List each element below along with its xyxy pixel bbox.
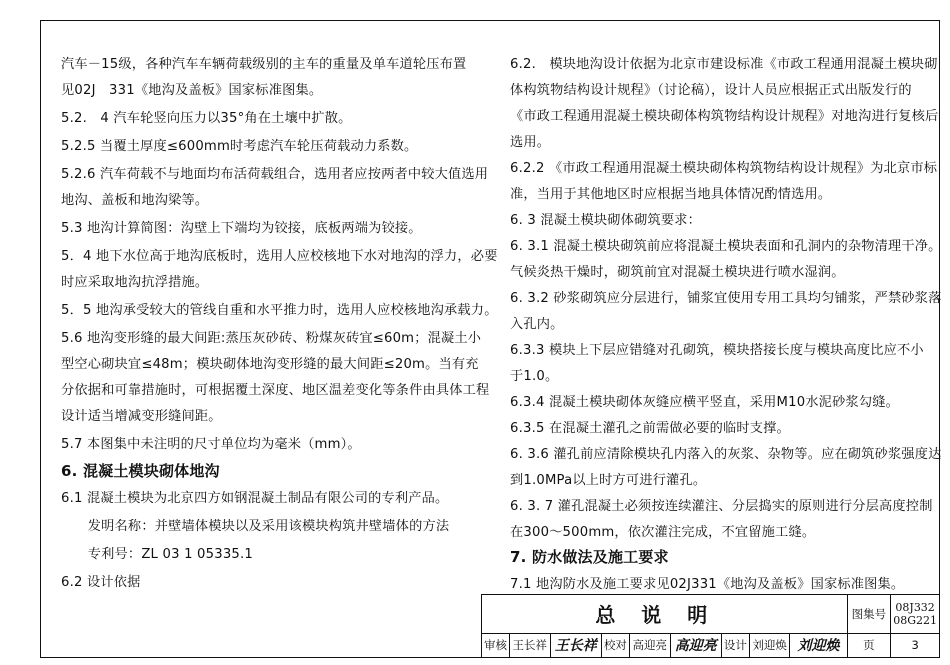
text-line: 6. 3.1 混凝土模块砌筑前应将混凝土模块表面和孔洞内的杂物清理干净。 (510, 239, 942, 254)
text-line: 6.2 设计依据 (61, 575, 141, 590)
text-line: 5.2. 4 汽车轮竖向压力以35°角在土壤中扩散。 (61, 111, 352, 126)
checker-name: 高迎亮 (629, 633, 670, 657)
text-line: 5.3 地沟计算简图：沟壁上下端均为铰接，底板两端为铰接。 (61, 221, 422, 236)
text-line: 5.6 地沟变形缝的最大间距:蒸压灰砂砖、粉煤灰砖宜≤60m；混凝土小 (61, 331, 482, 346)
section-heading: 7. 防水做法及施工要求 (510, 548, 669, 566)
text-line: 6.3.5 在混凝土灌孔之前需做必要的临时支撑。 (510, 421, 790, 436)
text-line: 6. 3.2 砂浆砌筑应分层进行，铺浆宜使用专用工具均匀铺浆，严禁砂浆落 (510, 291, 942, 306)
text-line: 6.3.4 混凝土模块砌体灰缝应横平竖直，采用M10水泥砂浆勾缝。 (510, 395, 900, 410)
text-line: 入孔内。 (510, 317, 564, 332)
text-line: 5.2.6 汽车荷载不与地面均布活荷载组合，选用者应按两者中较大值选用 (61, 167, 489, 182)
check-label: 校对 (601, 633, 629, 657)
reviewer-signature: 王长祥 (550, 633, 601, 657)
text-line: 7.1 地沟防水及施工要求见02J331《地沟及盖板》国家标准图集。 (510, 577, 905, 592)
text-line: 于1.0。 (510, 369, 559, 384)
text-line: 选用。 (510, 135, 551, 150)
section-heading: 6. 混凝土模块砌体地沟 (61, 462, 220, 480)
designer-name: 刘迎焕 (749, 633, 790, 657)
text-line: 6.3.3 模块上下层应错缝对孔砌筑，模块搭接长度与模块高度比应不小 (510, 343, 924, 358)
text-line: 地沟、盖板和地沟梁等。 (61, 193, 209, 208)
text-line: 6.2. 模块地沟设计依据为北京市建设标准《市政工程通用混凝土模块砌 (510, 57, 938, 72)
drawing-title: 总说明 (482, 595, 848, 634)
text-line: 专利号：ZL 03 1 05335.1 (61, 547, 253, 562)
text-line: 在300～500mm，依次灌注完成，不宜留施工缝。 (510, 525, 816, 540)
text-line: 气候炎热干燥时，砌筑前宜对混凝土模块进行喷水湿润。 (510, 265, 845, 280)
text-line: 5．5 地沟承受较大的管线自重和水平推力时，选用人应校核地沟承载力。 (61, 303, 498, 318)
text-line: 时应采取地沟抗浮措施。 (61, 275, 209, 290)
atlas-code-line: 08G221 (893, 613, 937, 627)
atlas-code (891, 595, 940, 634)
design-label: 设计 (721, 633, 749, 657)
text-line: 发明名称：并壁墙体模块以及采用该模块构筑井壁墙体的方法 (61, 519, 450, 534)
atlas-label: 图集号 (847, 595, 891, 634)
text-line: 体构筑物结构设计规程》（讨论稿），设计人员应根据正式出版发行的 (510, 83, 912, 98)
designer-signature: 刘迎焕 (790, 633, 847, 657)
text-line: 5.7 本图集中未注明的尺寸单位均为毫米（mm）。 (61, 437, 361, 452)
text-line: 6. 3 混凝土模块砌体砌筑要求： (510, 213, 702, 228)
text-line: 设计适当增减变形缝间距。 (61, 409, 222, 424)
text-line: 6. 3. 7 灌孔混凝土必须按连续灌注、分层捣实的原则进行分层高度控制 (510, 499, 933, 514)
text-line: 准，当用于其他地区时应根据当地具体情况酌情选用。 (510, 187, 832, 202)
text-line: 型空心砌块宜≤48m；模块砌体地沟变形缝的最大间距≤20m。当有充 (61, 357, 479, 372)
text-line: 6. 3.6 灌孔前应清除模块孔内落入的灰浆、杂物等。应在砌筑砂浆强度达 (510, 447, 942, 462)
review-label: 审核 (482, 633, 510, 657)
text-line: 到1.0MPa以上时方可进行灌孔。 (510, 473, 707, 488)
text-line: 分依据和可靠措施时，可根据覆土深度、地区温差变化等条件由具体工程 (61, 383, 490, 398)
page-number: 3 (891, 633, 940, 657)
text-line: 6.2.2 《市政工程通用混凝土模块砌体构筑物结构设计规程》为北京市标 (510, 161, 938, 176)
atlas-code-line: 08J332 (895, 600, 935, 614)
text-line: 《市政工程通用混凝土模块砌体构筑物结构设计规程》对地沟进行复核后 (510, 109, 939, 124)
text-line: 5．4 地下水位高于地沟底板时，选用人应校核地下水对地沟的浮力，必要 (61, 249, 498, 264)
text-line: 5.2.5 当覆土厚度≤600mm时考虑汽车轮压荷载动力系数。 (61, 139, 418, 154)
reviewer-name: 王长祥 (510, 633, 551, 657)
text-line: 见02J 331《地沟及盖板》国家标准图集。 (61, 83, 323, 98)
text-line: 6.1 混凝土模块为北京四方如钢混凝土制品有限公司的专利产品。 (61, 491, 449, 506)
text-line: 汽车－15级，各种汽车车辆荷载级别的主车的重量及单车道轮压布置 (61, 57, 467, 72)
title-block (481, 594, 940, 658)
page-label: 页 (847, 633, 891, 657)
checker-signature: 高迎亮 (670, 633, 721, 657)
